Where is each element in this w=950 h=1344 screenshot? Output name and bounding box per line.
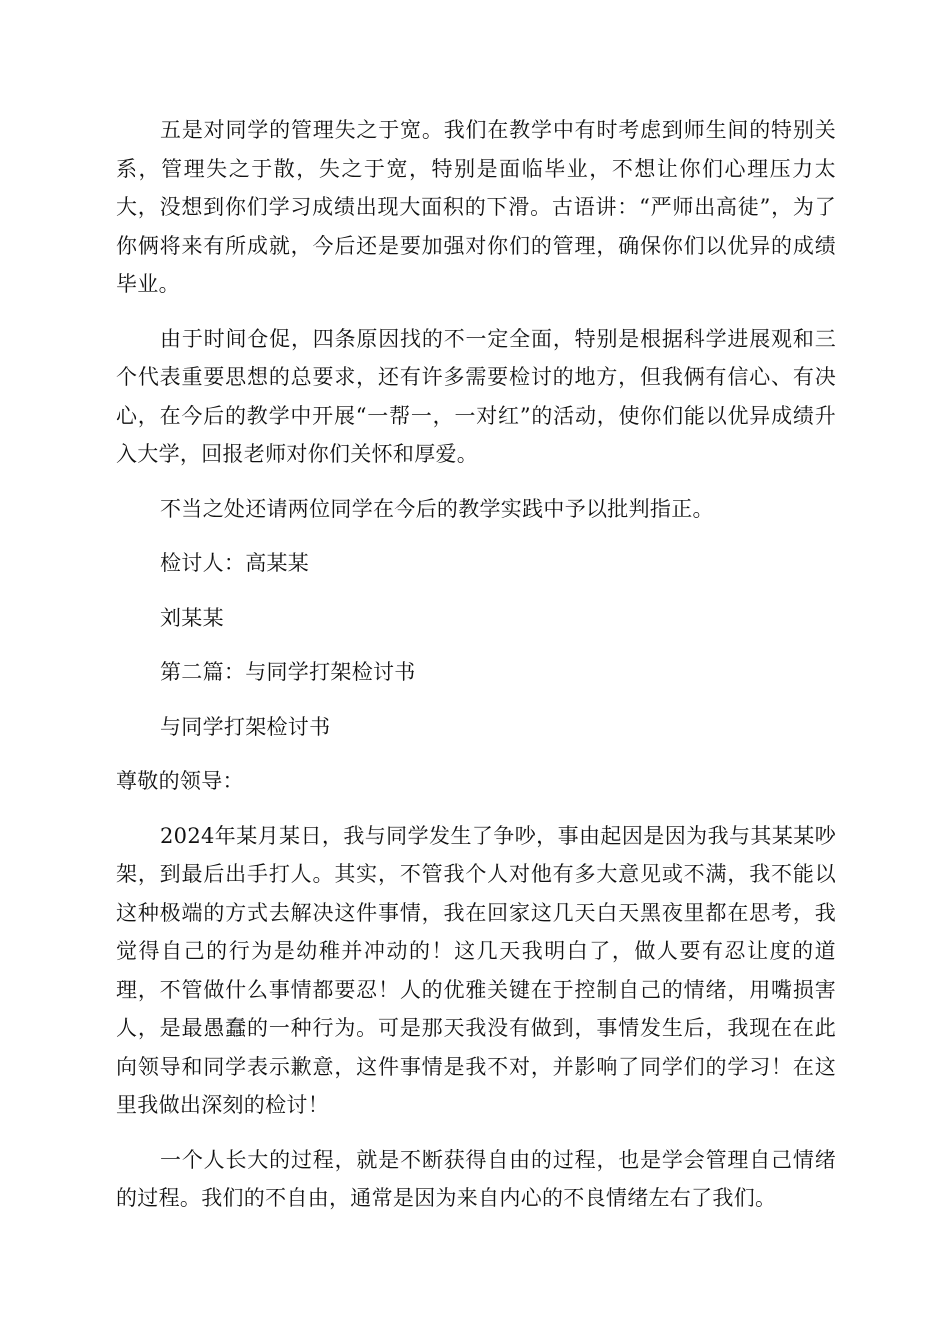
paragraph-incident: 2024年某月某日，我与同学发生了争吵，事由起因是因为我与其某某吵架，到最后出手打人。其实，不管我个人对他有多大意见或不满，我不能以这种极端的方式去解决这件事情，我在回家这几天白天黑夜里都在思考，我觉得自己的行为是幼稚并冲动的！这几天我明白了，做人要有忍让度的道理，不管做什么事情都要忍！人的优雅关键在于控制自己的情绪，用嘴损害人，是最愚蠢的一种行为。可是那天我没有做到，事情发生后，我现在在此向领导和同学表示歉意，这件事情是我不对，并影响了同学们的学习！在这里我做出深刻的检讨！ [116,823,836,1117]
signature-line-1: 检讨人：高某某 [160,551,310,575]
salutation: 尊敬的领导： [116,769,244,793]
paragraph-reflection: 一个人长大的过程，就是不断获得自由的过程，也是学会管理自己情绪的过程。我们的不自由，通常是因为来自内心的不良情绪左右了我们。 [116,1147,836,1210]
section-title: 与同学打架检讨书 [160,714,331,739]
paragraph-closing-request: 不当之处还请两位同学在今后的教学实践中予以批判指正。 [160,496,714,521]
section-heading: 第二篇：与同学打架检讨书 [160,660,416,684]
document-body [116,111,836,1218]
paragraph-management: 五是对同学的管理失之于宽。我们在教学中有时考虑到师生间的特别关系，管理失之于散，失之于宽，特别是面临毕业，不想让你们心理压力太大，没想到你们学习成绩出现大面积的下滑。古语讲：“严师出高徒”，为了你俩将来有所成就，今后还是要加强对你们的管理，确保你们以优异的成绩毕业。 [116,118,836,296]
paragraph-reasons: 由于时间仓促，四条原因找的不一定全面，特别是根据科学进展观和三个代表重要思想的总要求，还有许多需要检讨的地方，但我俩有信心、有决心，在今后的教学中开展“一帮一，一对红”的活动，使你们能以优异成绩升入大学，回报老师对你们关怀和厚爱。 [116,326,836,466]
signature-line-2: 刘某某 [160,605,224,630]
